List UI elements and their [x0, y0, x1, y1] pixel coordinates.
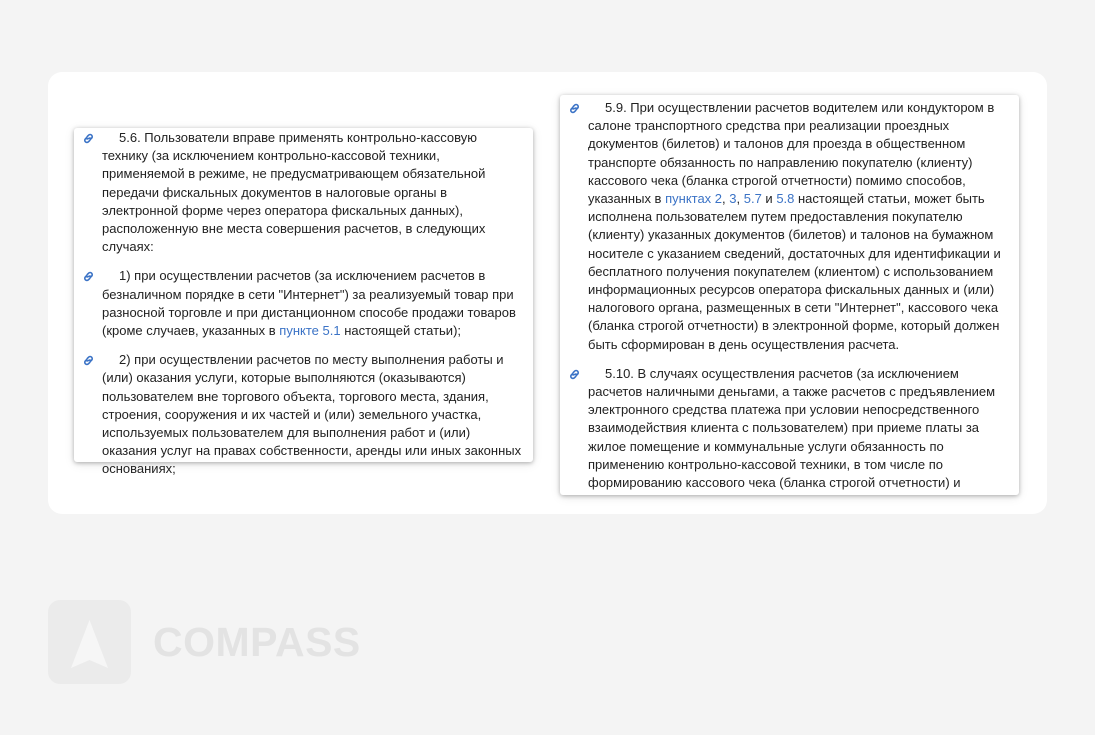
paragraph-5-10 [560, 365, 1019, 492]
separator: и [761, 191, 777, 207]
link-icon[interactable] [568, 103, 581, 114]
paragraph-text: настоящей статьи, может быть исполнена пользователем путем предоставления покупателю (клиенту) указанных документов (билетов) и талонов на бумажном носителе с указанием сведений, достаточных для идентификации и бесплатного получения покупателем (клиентом) с использованием информационных ресурсов оператора фискальных данных и (или) налогового органа, размещенных в сети "Интернет", кассового чека (бланка строгой отчетности) в электронной форме, который должен быть сформирован в день осуществления расчета. [588, 191, 1001, 352]
link-icon[interactable] [82, 133, 95, 144]
reference-link[interactable]: 5.7 [743, 191, 762, 207]
law-excerpt-left [74, 128, 533, 477]
paragraph-5-9 [560, 99, 1019, 354]
separator: , [722, 191, 730, 207]
link-icon[interactable] [82, 271, 95, 282]
paragraph-text: 5.9. При осуществлении расчетов водителем или кондуктором в салоне транспортного средства при реализации проездных документов (билетов) и талонов для проезда в общественном транспорте обязанность по направлению покупателю (клиенту) кассового чека (бланка строгой отчетности) помимо способов, указанных в [588, 100, 995, 207]
separator: , [736, 191, 744, 207]
reference-link[interactable]: 3 [729, 191, 737, 207]
compass-logo [48, 600, 131, 684]
reference-link[interactable]: пункте 5.1 [279, 323, 341, 339]
paragraph-text: настоящей статьи); [340, 323, 462, 339]
reference-link[interactable]: пунктах 2 [665, 191, 723, 207]
link-icon[interactable] [568, 369, 581, 380]
paragraph-text: 1) при осуществлении расчетов (за исключением расчетов в безналичном порядке в сети "Интернет") за реализуемый товар при разносной торговле и при дистанционном способе продажи товаров (кроме случаев, указанных в [102, 268, 516, 339]
compass-brand-text: COMPASS [153, 618, 361, 665]
link-icon[interactable] [82, 355, 95, 366]
paragraph-text: 5.6. Пользователи вправе применять контрольно-кассовую технику (за исключением контрольно-кассовой техники, применяемой в режиме, не предусматривающем обязательной передачи фискальных документов в налоговые органы в электронной форме через оператора фискальных данных), расположенную вне места совершения расчетов, в следующих случаях: [102, 130, 486, 255]
paragraph-5-6-item-1 [74, 267, 533, 340]
paragraph-5-6-item-2 [74, 351, 533, 478]
reference-link[interactable]: 5.8 [776, 191, 795, 207]
compass-arrow-icon [48, 600, 131, 684]
law-excerpt-right [560, 95, 1019, 495]
paragraph-text: 2) при осуществлении расчетов по месту выполнения работы и (или) оказания услуги, которые выполняются (оказываются) пользователем вне торгового объекта, торгового места, здания, строения, сооружения и их частей и (или) земельного участка, используемых пользователем для выполнения работ и (или) оказания услуг на правах собственности, аренды или иных законных основаниях; [102, 352, 522, 477]
compass-watermark [48, 600, 361, 684]
paragraph-text: 5.10. В случаях осуществления расчетов (за исключением расчетов наличными деньгами, а также расчетов с предъявлением электронного средства платежа при условии непосредственного взаимодействия клиента с пользователем) при приеме платы за жилое помещение и коммунальные услуги обязанность по применению контрольно-кассовой техники, в том числе по формированию кассового чека (бланка строгой отчетности) и [588, 365, 996, 491]
paragraph-5-6 [74, 129, 533, 256]
